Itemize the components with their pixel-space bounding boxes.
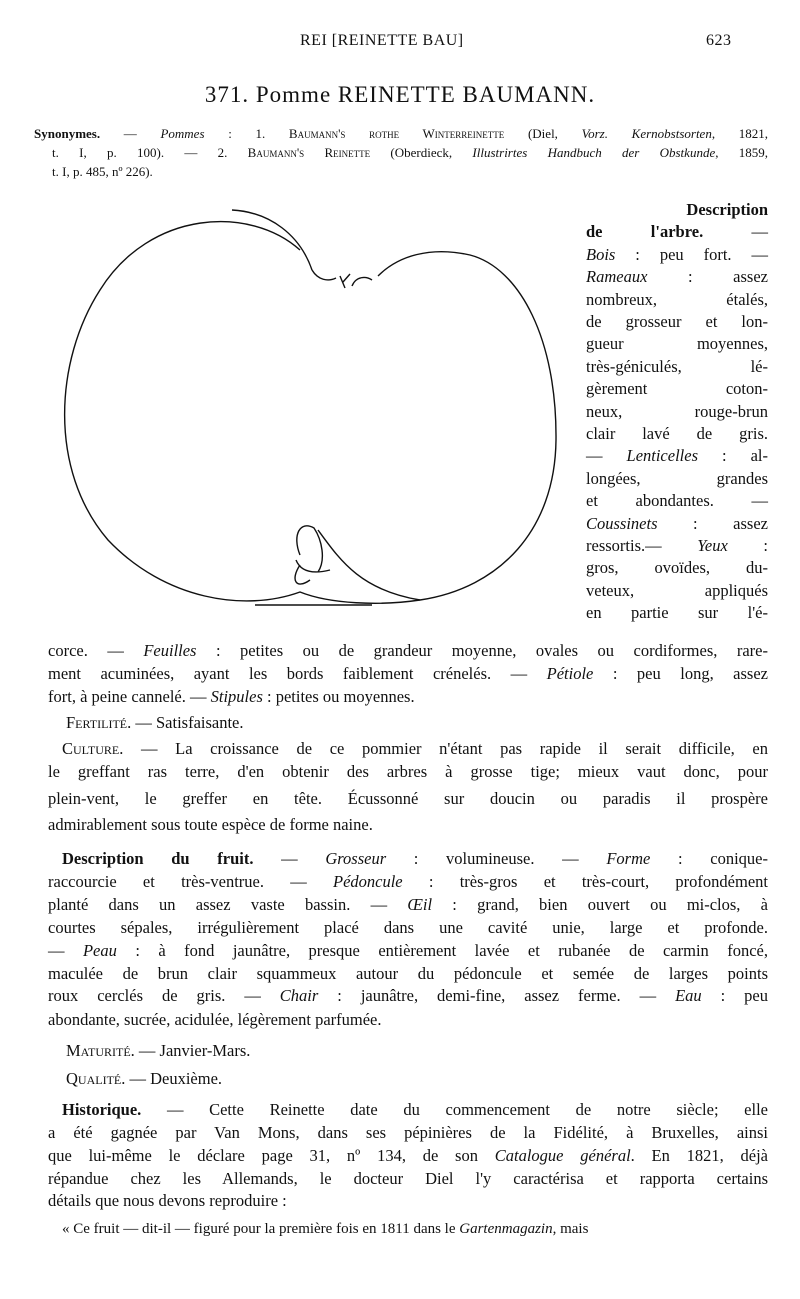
body-line — [62, 1219, 768, 1239]
text-run: nombreux, étalés, — [586, 289, 768, 309]
synonyms-line — [52, 164, 768, 180]
text-run: t. I, p. 485, nº 226). — [52, 164, 153, 179]
body-line — [48, 1123, 768, 1143]
section-heading: Description du fruit. — [62, 849, 254, 868]
column-line — [586, 536, 768, 556]
body-line — [48, 762, 768, 782]
column-line — [586, 446, 768, 466]
column-line — [586, 379, 768, 399]
small-caps-term: Baumann's Reinette — [247, 145, 371, 160]
text-run: maculée de brun clair squammeux autour du pédoncule et semée de larges points — [48, 964, 768, 983]
text-run: : peu long, assez — [593, 664, 768, 683]
body-line — [48, 1191, 768, 1211]
italic-term: Stipules — [210, 687, 263, 706]
italic-term: Catalogue général — [494, 1146, 631, 1165]
text-run: t. I, p. 100). — 2. — [52, 145, 248, 160]
text-run: . En 1821, déjà — [630, 1146, 769, 1165]
text-run: — — [703, 222, 768, 242]
body-line — [48, 986, 768, 1006]
text-run: répandue chez les Allemands, le docteur Diel l'y caractérisa et rapporta certains — [48, 1169, 768, 1188]
italic-term: Peau — [82, 941, 117, 960]
text-run: : assez — [647, 267, 768, 287]
text-run: a été gagnée par Van Mons, dans ses pépinières de la Fidélité, à Bruxelles, ainsi — [48, 1123, 768, 1142]
apple-eye-basin — [295, 526, 420, 600]
text-run: abondante, sucrée, acidulée, légèrement parfumée. — [48, 1010, 382, 1029]
text-run: : al- — [698, 446, 768, 466]
column-line — [586, 469, 768, 489]
italic-term: Grosseur — [325, 849, 387, 868]
text-run: : 1. — [204, 126, 289, 141]
body-line — [48, 687, 768, 707]
italic-term: Œil — [407, 895, 433, 914]
text-run: corce. — — [48, 641, 144, 660]
body-line — [62, 739, 768, 759]
text-run: , 1859, — [715, 145, 768, 160]
body-line — [66, 713, 768, 733]
small-caps-term: Fertilité. — [66, 713, 132, 732]
page-title: 371. Pomme REINETTE BAUMANN. — [204, 82, 596, 107]
column-line — [586, 312, 768, 332]
italic-term: Vorz. Kernobstsorten — [581, 126, 712, 141]
body-line — [48, 918, 768, 938]
column-line — [586, 357, 768, 377]
section-heading: Description — [686, 200, 768, 219]
text-run: : à fond jaunâtre, presque entièrement lavée et rubanée de carmin foncé, — [116, 941, 769, 960]
text-run: , mais — [552, 1221, 589, 1237]
italic-term: Feuilles — [143, 641, 197, 660]
text-run: que lui-même le déclare page 31, nº 134, de son — [48, 1146, 495, 1165]
body-line — [48, 664, 768, 684]
text-run: : très-gros et très-court, profondément — [402, 872, 768, 891]
body-line — [48, 895, 768, 915]
text-run: très-géniculés, lé- — [586, 356, 768, 376]
italic-term: Rameaux — [586, 267, 648, 287]
synonyms-line — [52, 145, 768, 161]
running-title: REI [REINETTE BAU] — [300, 32, 464, 49]
column-line — [586, 402, 768, 422]
italic-term: Yeux — [697, 536, 728, 555]
text-run: : — [727, 536, 768, 555]
column-line — [586, 267, 768, 287]
text-run: et abondantes. — — [586, 491, 768, 511]
body-line — [66, 1069, 768, 1089]
text-run: — Cette Reinette date du commencement de notre siècle; elle — [141, 1100, 768, 1119]
text-run: — Janvier-Mars. — [134, 1041, 251, 1060]
column-line — [586, 558, 768, 578]
body-line — [48, 872, 768, 892]
text-run: admirablement sous toute espèce de forme naine. — [48, 815, 373, 834]
text-run: — Satisfaisante. — [131, 713, 244, 732]
small-caps-term: Maturité. — [66, 1041, 135, 1060]
italic-term: Pétiole — [546, 664, 594, 683]
body-line — [48, 1169, 768, 1189]
column-line — [586, 603, 768, 623]
text-run: , 1821, — [711, 126, 769, 141]
text-run: — — [48, 941, 83, 960]
body-line — [48, 1146, 768, 1166]
italic-term: Pédoncule — [333, 872, 403, 891]
body-line — [48, 789, 768, 809]
text-run: gèrement coton- — [586, 379, 768, 399]
column-line — [586, 424, 768, 444]
body-line — [48, 964, 768, 984]
text-run: le greffant ras terre, d'en obtenir des arbres à grosse tige; mieux vaut donc, pour — [48, 762, 768, 781]
text-run: : assez — [657, 513, 768, 533]
text-run: : peu fort. — — [615, 244, 768, 264]
text-run: : grand, bien ouvert ou mi-clos, à — [432, 895, 768, 914]
text-run: — — [586, 446, 627, 466]
column-line — [586, 581, 768, 601]
text-run: en partie sur l'é- — [586, 603, 768, 623]
text-run: planté dans un assez vaste bassin. — — [48, 895, 408, 914]
italic-term: Gartenmagazin — [459, 1221, 553, 1237]
body-line — [62, 849, 768, 869]
italic-term: Coussinets — [586, 513, 658, 533]
text-run: — — [253, 849, 326, 868]
column-line — [586, 491, 768, 511]
section-heading: de l'arbre. — [586, 222, 704, 242]
italic-term: Chair — [279, 986, 319, 1005]
text-run: — La croissance de ce pommier n'étant pas rapide il serait difficile, en — [123, 739, 768, 758]
text-run: : peu — [701, 986, 768, 1005]
apple-stem-cavity — [312, 270, 372, 288]
text-run: de grosseur et lon- — [586, 312, 768, 331]
text-run: longées, grandes — [586, 468, 768, 488]
text-run: neux, rouge-brun — [586, 401, 768, 421]
text-run: — Deuxième. — [125, 1069, 223, 1088]
text-run: clair lavé de gris. — [586, 424, 768, 443]
column-line — [586, 290, 768, 310]
body-line — [48, 941, 768, 961]
section-heading: Synonymes. — [34, 126, 101, 141]
column-line — [586, 222, 768, 242]
text-run: : petites ou moyennes. — [262, 687, 415, 706]
text-run: courtes sépales, irrégulièrement placé dans une cavité unie, large et profonde. — [48, 918, 768, 937]
text-run: ment acuminées, ayant les bords faiblement crénelés. — — [48, 664, 547, 683]
italic-term: Lenticelles — [626, 446, 698, 466]
body-line — [48, 1010, 768, 1030]
column-line — [586, 334, 768, 354]
apple-outline — [65, 222, 556, 604]
text-run: détails que nous devons reproduire : — [48, 1191, 287, 1210]
italic-term: Bois — [586, 244, 616, 264]
text-run: veteux, appliqués — [586, 580, 768, 600]
text-run: : jaunâtre, demi-fine, assez ferme. — — [318, 986, 676, 1005]
text-run: : volumineuse. — — [386, 849, 607, 868]
column-line — [586, 245, 768, 265]
italic-term: Forme — [606, 849, 651, 868]
text-run: fort, à peine cannelé. — — [48, 687, 211, 706]
page-number: 623 — [706, 32, 732, 49]
italic-term: Pommes — [160, 126, 205, 141]
section-heading: Historique. — [62, 1100, 142, 1119]
text-run: — — [100, 126, 161, 141]
text-run: gueur moyennes, — [586, 334, 768, 354]
body-line — [66, 1041, 768, 1061]
column-line — [586, 514, 768, 534]
body-line — [48, 641, 768, 661]
text-run: « Ce fruit — dit-il — figuré pour la première fois en 1811 dans le — [62, 1221, 460, 1237]
text-run: : conique- — [650, 849, 768, 868]
text-run: : petites ou de grandeur moyenne, ovales ou cordiformes, rare- — [196, 641, 768, 660]
small-caps-term: Culture. — [62, 739, 124, 758]
synonyms-line — [34, 126, 768, 142]
text-run: raccourcie et très-ventrue. — — [48, 872, 333, 891]
apple-shoulder-line — [232, 210, 312, 270]
text-run: (Oberdieck, — [370, 145, 473, 160]
text-run: plein-vent, le greffer en tête. Écussonné sur doucin ou paradis il prospère — [48, 789, 768, 808]
italic-term: Eau — [675, 986, 702, 1005]
text-run: ressortis.— — [586, 536, 698, 555]
body-line — [48, 815, 768, 835]
body-line — [62, 1100, 768, 1120]
text-run: (Diel, — [504, 126, 582, 141]
column-line — [586, 200, 768, 220]
text-run: gros, ovoïdes, du- — [586, 558, 768, 578]
small-caps-term: Baumann's rothe Winterreinette — [288, 126, 505, 141]
small-caps-term: Qualité. — [66, 1069, 126, 1088]
italic-term: Illustrirtes Handbuch der Obstkunde — [472, 145, 716, 160]
text-run: roux cerclés de gris. — — [48, 986, 280, 1005]
